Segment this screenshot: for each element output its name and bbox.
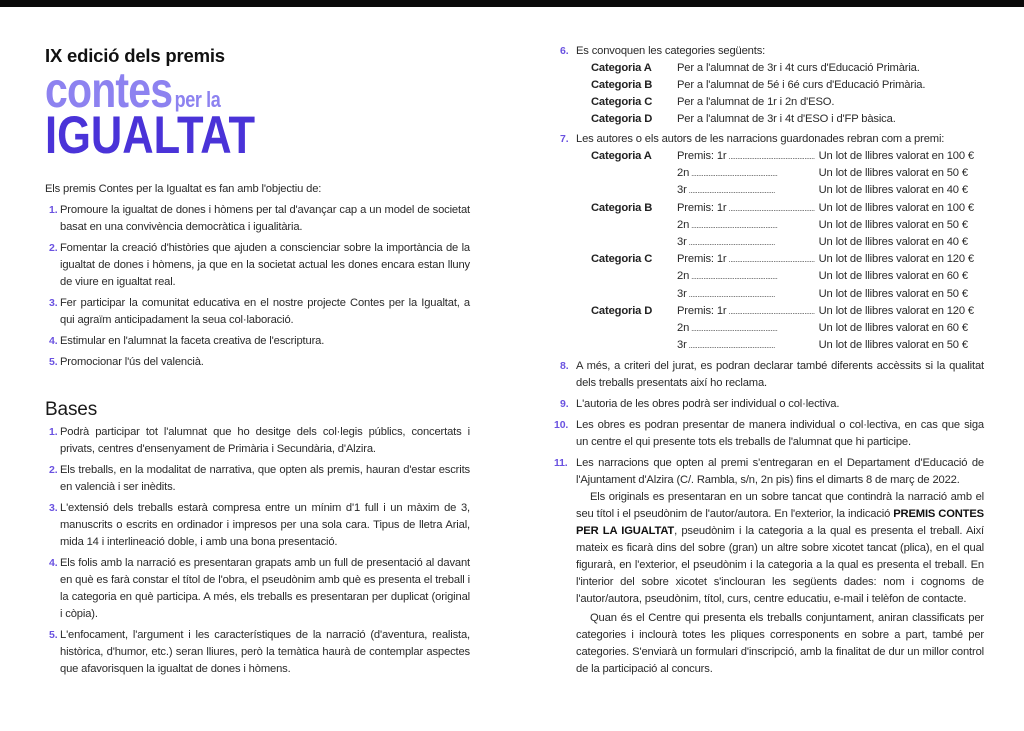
base-item [560, 43, 984, 60]
category-row [591, 77, 925, 94]
prize-row [591, 320, 974, 337]
bases-list-continued [560, 131, 984, 148]
objectives-list [45, 202, 470, 371]
dot-leader: .................................................. [691, 272, 778, 282]
prize-row [591, 286, 974, 303]
prize-value: Un lot de llibres valorat en 60 € [818, 322, 968, 335]
dot-leader: .................................................. [691, 220, 778, 230]
category-name: Categoria C [591, 96, 653, 108]
prize-category: Categoria B [591, 201, 653, 214]
prize-row [591, 303, 974, 320]
contes-igualtat-logo [45, 62, 394, 165]
top-black-bar [0, 0, 1024, 7]
category-desc: Per a l'alumnat de 5é i 6é curs d'Educació Primària. [677, 79, 926, 91]
bases-list-continued [554, 358, 985, 678]
prize-row [591, 148, 974, 165]
category-name: Categoria B [591, 79, 653, 91]
prize-value: Un lot de llibres valorat en 60 € [818, 270, 968, 283]
premis-contes-bold: PREMIS CONTES PER LA IGUALTAT [576, 508, 984, 538]
item-text: Promoure la igualtat de dones i hòmens per tal d'avançar cap a un model de societat basat en una convivència democràtica i igualitària. [60, 203, 470, 233]
item-number: 5. [49, 628, 58, 641]
item-text: Els folis amb la narració es presentaran grapats amb un full de presentació al davant en què es farà constar el títol de l'obra, el pseudònim amb què es presenta el treball i la categoria en què participa. A més, els treballs es presentaran per duplicat (original i còpia). [60, 556, 470, 620]
prizes-table [591, 148, 974, 354]
originals-paragraph [576, 489, 984, 608]
prize-row [591, 217, 974, 234]
item-number: 3. [49, 296, 58, 309]
categories-table [591, 60, 925, 128]
item-text: Les obres es podran presentar de manera individual o col·lectiva, en cas que siga un centre el qui presente tots els treballs de l'alumnat que hi participe. [576, 419, 984, 449]
item-text: Es convoquen les categories següents: [576, 45, 766, 57]
base-item [45, 500, 470, 551]
prize-value: Un lot de llibres valorat en 40 € [818, 184, 968, 197]
prize-value: Un lot de llibres valorat en 40 € [818, 236, 968, 249]
category-row [591, 111, 925, 128]
item-number: 3. [49, 501, 58, 514]
prize-row [591, 200, 974, 217]
logo-word-contes: contes [45, 62, 173, 118]
item-number: 2. [49, 463, 58, 476]
bases-list-continued [560, 43, 984, 60]
prize-row [591, 234, 974, 251]
objective-item [45, 240, 470, 291]
paragraph-text: , pseudònim i la categoria a la qual es presenta el treball. Així mateix es ficarà dins del sobre (gran) un altre sobre xicotet tancat (plica), en el qual figurarà, en l'exterior, el pseudònim i la categoria a la qual es presenta el treball. En l'interior del sobre xicotet s'inclouran les següents dades: nom i cognoms de l'autor/autora, pseudònim, títol, curs, centre educatiu, e-mail i telèfon de contacte. [576, 525, 985, 606]
prize-value: Un lot de llibres valorat en 50 € [818, 287, 968, 300]
base-item [45, 462, 470, 496]
base-item [560, 131, 984, 148]
edition-title: IX edició dels premis [45, 45, 225, 66]
left-page [45, 45, 470, 682]
prize-value: Un lot de llibres valorat en 120 € [818, 253, 974, 266]
category-desc: Per a l'alumnat de 3r i 4t curs d'Educació Primària. [677, 62, 920, 74]
prize-category: Categoria D [591, 304, 653, 317]
item-number: 8. [560, 360, 569, 373]
right-page [554, 43, 985, 680]
dot-leader: .................................................. [688, 341, 775, 351]
item-number: 4. [49, 334, 58, 347]
base-item [45, 555, 470, 623]
objective-item [45, 202, 470, 236]
dot-leader: .................................................. [728, 152, 815, 161]
prize-position: Premis: 1r [677, 253, 727, 266]
item-text: Estimular en l'alumnat la faceta creativa de l'escriptura. [60, 334, 325, 347]
item-number: 10. [554, 419, 569, 432]
prize-position: 2n [677, 270, 690, 283]
dot-leader: .................................................. [728, 203, 815, 213]
paragraph-text: Els originals es presentaran en un sobre tancat que contindrà la narració amb el seu títol i el pseudònim de l'autor/autora. En l'exterior, la indicació [576, 491, 984, 521]
dot-leader: .................................................. [688, 289, 775, 299]
category-name: Categoria D [591, 113, 653, 125]
centre-paragraph: Quan és el Centre qui presenta els treballs conjuntament, aniran classificats per categories i inclourà totes les pliques corresponents en sobre a part, també per categories. S'enviarà un formulari d'inscripció, amb la finalitat de dur un millor control de la participació al concurs. [576, 612, 984, 676]
item-number: 1. [49, 203, 58, 216]
prize-row [591, 251, 974, 268]
category-row [591, 60, 925, 77]
item-number: 6. [560, 45, 569, 57]
prize-value: Un lot de llibres valorat en 120 € [818, 304, 974, 317]
prize-value: Un lot de llibres valorat en 50 € [818, 339, 968, 352]
base-item [554, 417, 984, 451]
item-text: Les autores o els autors de les narracions guardonades rebran com a premi: [576, 133, 945, 145]
bases-list [45, 424, 470, 678]
prize-position: Premis: 1r [677, 304, 727, 317]
base-item [45, 627, 470, 678]
objective-item [45, 295, 470, 329]
prize-position: 2n [677, 322, 690, 335]
item-number: 1. [49, 425, 58, 438]
item-text: A més, a criteri del jurat, es podran declarar també diferents accèssits si la qualitat dels treballs presentats així ho reclama. [576, 360, 984, 390]
dot-leader: .................................................. [691, 169, 778, 179]
item-number: 7. [560, 133, 569, 145]
prize-row [591, 268, 974, 285]
item-text: Podrà participar tot l'alumnat que ho desitge dels col·legis públics, concertats i privats, centres d'ensenyament de Primària i Secundària, d'Alzira. [60, 425, 470, 455]
base-item [45, 424, 470, 458]
base-item [554, 455, 985, 678]
item-text: Fomentar la creació d'històries que ajuden a conscienciar sobre la importància de la igualtat de dones i hòmens, ja que en la societat actual les dones encara estan lluny de viure en igualtat real. [60, 241, 470, 288]
item-text: Els treballs, en la modalitat de narrativa, que opten als premis, hauran d'estar escrits en valencià i ser inèdits. [60, 463, 470, 493]
category-desc: Per a l'alumnat de 1r i 2n d'ESO. [677, 96, 835, 108]
prize-position: 2n [677, 167, 690, 180]
item-number: 2. [49, 241, 58, 254]
prize-category: Categoria A [591, 150, 652, 162]
prize-position: Premis: 1r [677, 150, 727, 162]
dot-leader: .................................................. [688, 186, 775, 196]
prize-value: Un lot de llibres valorat en 100 € [818, 150, 974, 162]
item-number: 11. [554, 457, 568, 470]
prize-value: Un lot de llibres valorat en 50 € [818, 167, 968, 180]
prize-position: 3r [677, 287, 687, 300]
logo-word-per-la: per la [174, 87, 221, 112]
item-text: L'extensió dels treballs estarà compresa entre un mínim d'1 full i un màxim de 3, manuscrits o escrits en ordinador i impresos per una sola cara. Tipus de lletra Arial, mida 14 i interlineació doble, i amb una bona presentació. [60, 501, 470, 548]
prize-row [591, 337, 974, 354]
prize-row [591, 182, 974, 199]
dot-leader: .................................................. [691, 324, 778, 334]
prize-position: 2n [677, 218, 690, 231]
base-item [560, 396, 984, 413]
dot-leader: .................................................. [728, 255, 815, 265]
category-row [591, 94, 925, 111]
prize-position: 3r [677, 184, 687, 197]
item-text: Les narracions que opten al premi s'entregaran en el Departament d'Educació de l'Ajuntament d'Alzira (C/. Rambla, s/n, 2n pis) fins el dimarts 8 de març de 2022. [576, 457, 984, 487]
category-name: Categoria A [591, 62, 652, 74]
dot-leader: .................................................. [728, 306, 815, 316]
item-text: L'enfocament, l'argument i les característiques de la narració (d'aventura, realista, històrica, d'humor, etc.) seran lliures, però la temàtica haurà de contemplar aspectes que afavorisquen la igualtat de dones i hòmens. [60, 628, 470, 675]
prize-row [591, 165, 974, 182]
logo-word-igualtat: IGUALTAT [45, 106, 256, 165]
category-desc: Per a l'alumnat de 3r i 4t d'ESO i d'FP bàsica. [677, 113, 896, 125]
item-text: L'autoria de les obres podrà ser individual o col·lectiva. [576, 398, 840, 411]
objective-item [45, 333, 470, 350]
prize-position: 3r [677, 236, 687, 249]
prize-value: Un lot de llibres valorat en 100 € [818, 201, 974, 214]
prize-category: Categoria C [591, 253, 653, 266]
prize-position: 3r [677, 339, 687, 352]
item-number: 9. [560, 398, 569, 411]
prize-position: Premis: 1r [677, 201, 727, 214]
item-text: Promocionar l'ús del valencià. [60, 355, 204, 368]
base-item [560, 358, 984, 392]
item-number: 4. [49, 556, 58, 569]
bases-heading: Bases [45, 398, 98, 420]
item-number: 5. [49, 355, 58, 368]
dot-leader: .................................................. [688, 238, 775, 248]
objective-item [45, 354, 470, 371]
intro-text: Els premis Contes per la Igualtat es fan amb l'objectiu de: [45, 182, 322, 195]
item-text: Fer participar la comunitat educativa en el nostre projecte Contes per la Igualtat, a qui agraïm anticipadament la seua col·laboració. [60, 296, 470, 326]
prize-value: Un lot de llibres valorat en 50 € [818, 218, 968, 231]
